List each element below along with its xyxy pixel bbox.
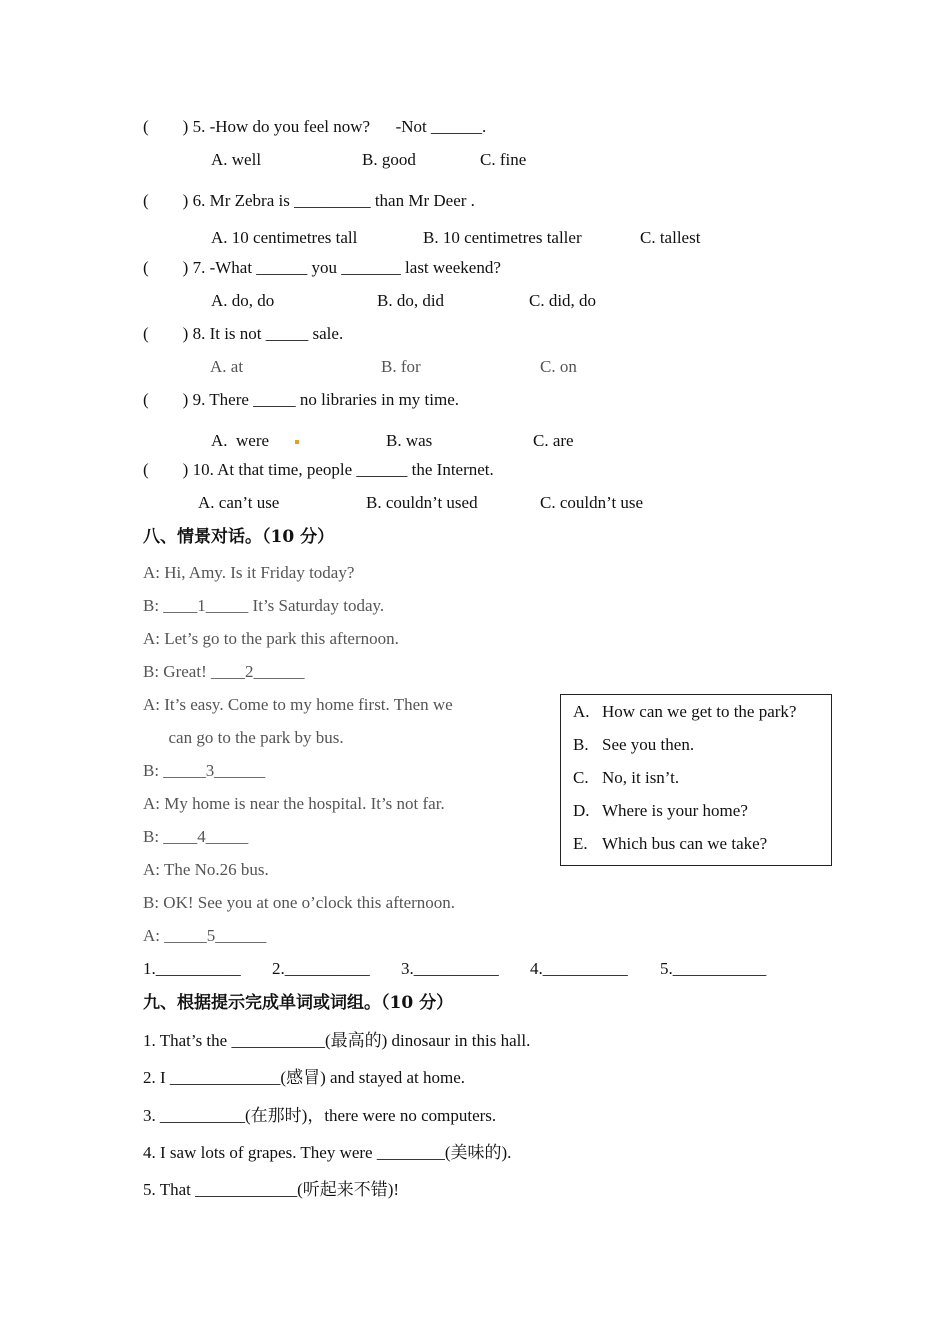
dialog-line-12: A: _____5______ xyxy=(143,926,267,945)
question-6: ( ) 6. Mr Zebra is _________ than Mr Deer . xyxy=(143,191,475,210)
q7-option-c: C. did, do xyxy=(529,291,597,310)
option-letter: A. xyxy=(573,702,590,721)
answer-blank-1: 1.__________ xyxy=(143,959,241,978)
section-8-title: 八、情景对话。（10 分） xyxy=(143,527,335,547)
option-a xyxy=(573,701,796,723)
q10-option-a: A. can’t use xyxy=(198,493,280,512)
q9-option-a: A. were xyxy=(211,431,270,450)
dialog-line-6: can go to the park by bus. xyxy=(143,728,344,747)
q8-option-b: B. for xyxy=(381,357,421,376)
q7-option-b: B. do, did xyxy=(377,291,445,310)
option-letter: E. xyxy=(573,834,588,853)
highlight-mark xyxy=(295,440,299,444)
option-letter: C. xyxy=(573,768,589,787)
q6-option-b: B. 10 centimetres taller xyxy=(423,228,582,247)
q6-option-c: C. tallest xyxy=(640,228,701,247)
option-text: Where is your home? xyxy=(602,801,748,820)
option-b xyxy=(573,734,694,756)
option-text: See you then. xyxy=(602,735,695,754)
option-text: How can we get to the park? xyxy=(602,702,797,721)
q10-option-c: C. couldn’t use xyxy=(540,493,644,512)
fill-item-5: 5. That ____________(听起来不错)! xyxy=(143,1180,400,1199)
q9-option-b: B. was xyxy=(386,431,433,450)
q10-option-b: B. couldn’t used xyxy=(366,493,478,512)
option-text: No, it isn’t. xyxy=(602,768,680,787)
dialog-line-8: A: My home is near the hospital. It’s not far. xyxy=(143,794,445,813)
option-d xyxy=(573,800,748,822)
question-8: ( ) 8. It is not _____ sale. xyxy=(143,324,344,343)
dialog-line-11: B: OK! See you at one o’clock this afternoon. xyxy=(143,893,456,912)
q9-option-c: C. are xyxy=(533,431,574,450)
option-letter: D. xyxy=(573,801,590,820)
option-text: Which bus can we take? xyxy=(602,834,768,853)
option-letter: B. xyxy=(573,735,589,754)
q8-option-c: C. on xyxy=(540,357,577,376)
dialog-line-4: B: Great! ____2______ xyxy=(143,662,305,681)
dialog-line-2: B: ____1_____ It’s Saturday today. xyxy=(143,596,385,615)
question-7: ( ) 7. -What ______ you _______ last weekend? xyxy=(143,258,501,277)
question-9: ( ) 9. There _____ no libraries in my time. xyxy=(143,390,460,409)
question-5: ( ) 5. -How do you feel now? -Not ______. xyxy=(143,117,487,136)
section-9-title: 九、根据提示完成单词或词组。（10 分） xyxy=(143,993,454,1013)
option-e xyxy=(573,833,767,855)
answer-blank-3: 3.__________ xyxy=(401,959,499,978)
options-box xyxy=(560,694,832,866)
dialog-line-5: A: It’s easy. Come to my home first. Then we xyxy=(143,695,453,714)
dialog-line-7: B: _____3______ xyxy=(143,761,266,780)
answer-blank-4: 4.__________ xyxy=(530,959,628,978)
fill-item-2: 2. I _____________(感冒) and stayed at home. xyxy=(143,1068,465,1087)
q7-option-a: A. do, do xyxy=(211,291,275,310)
q5-option-b: B. good xyxy=(362,150,416,169)
option-c xyxy=(573,767,679,789)
q5-option-c: C. fine xyxy=(480,150,527,169)
dialog-line-10: A: The No.26 bus. xyxy=(143,860,269,879)
fill-item-4: 4. I saw lots of grapes. They were ________(美味的). xyxy=(143,1143,512,1162)
answer-blank-2: 2.__________ xyxy=(272,959,370,978)
fill-item-1: 1. That’s the ___________(最高的) dinosaur in this hall. xyxy=(143,1031,531,1050)
q5-option-a: A. well xyxy=(211,150,262,169)
dialog-line-9: B: ____4_____ xyxy=(143,827,249,846)
fill-item-3: 3. __________(在那时)，there were no computers. xyxy=(143,1106,497,1125)
q8-option-a: A. at xyxy=(210,357,244,376)
dialog-line-1: A: Hi, Amy. Is it Friday today? xyxy=(143,563,355,582)
q6-option-a: A. 10 centimetres tall xyxy=(211,228,358,247)
question-10: ( ) 10. At that time, people ______ the Internet. xyxy=(143,460,494,479)
dialog-line-3: A: Let’s go to the park this afternoon. xyxy=(143,629,399,648)
answer-blank-5: 5.___________ xyxy=(660,959,767,978)
